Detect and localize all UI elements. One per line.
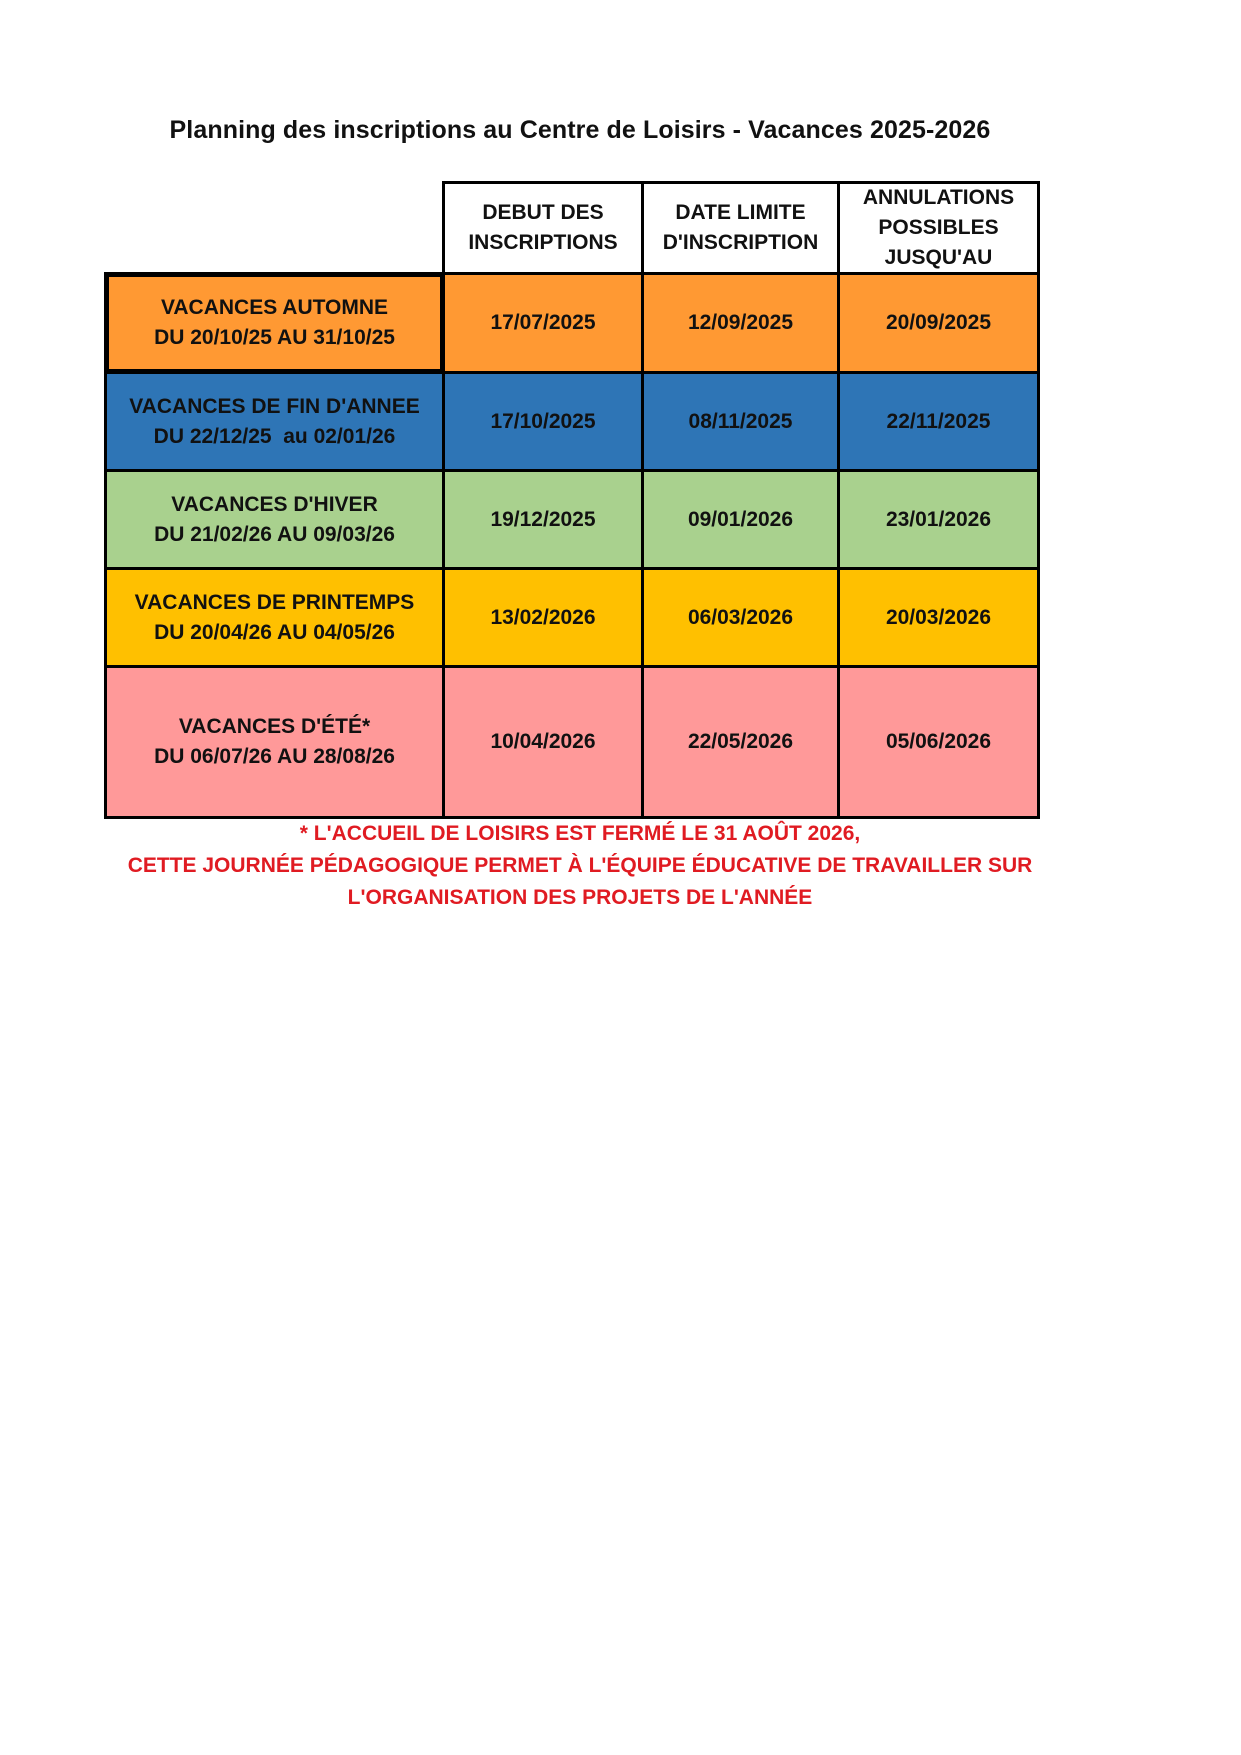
period-name: VACANCES D'HIVER xyxy=(171,492,378,516)
period-name: VACANCES D'ÉTÉ* xyxy=(178,715,371,738)
debut-date-cell: 13/02/2026 xyxy=(442,567,644,668)
period-dates: DU 20/04/26 AU 04/05/26 xyxy=(154,620,395,644)
limite-date-cell: 09/01/2026 xyxy=(641,469,840,570)
limite-date-cell: 06/03/2026 xyxy=(641,567,840,668)
period-cell xyxy=(104,665,445,819)
period-cell xyxy=(104,371,445,472)
annulation-date-cell: 20/09/2025 xyxy=(837,272,1040,374)
header-date-limite xyxy=(641,181,840,275)
annulation-date-cell: 22/11/2025 xyxy=(837,371,1040,472)
header-annulations-line1: ANNULATIONS xyxy=(862,186,1015,209)
debut-date-cell: 17/07/2025 xyxy=(442,272,644,374)
header-debut-inscriptions xyxy=(442,181,644,275)
period-dates: DU 21/02/26 AU 09/03/26 xyxy=(154,522,395,546)
debut-date-cell: 19/12/2025 xyxy=(442,469,644,570)
period-name: VACANCES DE PRINTEMPS xyxy=(134,590,415,614)
limite-date-cell: 22/05/2026 xyxy=(641,665,840,819)
header-annulations-line3: JUSQU'AU xyxy=(884,246,993,269)
header-debut-line2: INSCRIPTIONS xyxy=(468,231,618,254)
debut-date-cell: 10/04/2026 xyxy=(442,665,644,819)
header-debut-line1: DEBUT DES xyxy=(482,201,604,224)
header-annulations xyxy=(837,181,1040,275)
page-title: Planning des inscriptions au Centre de Loisirs - Vacances 2025-2026 xyxy=(169,116,991,144)
limite-date-cell: 12/09/2025 xyxy=(641,272,840,374)
annulation-date-cell: 23/01/2026 xyxy=(837,469,1040,570)
period-name: VACANCES DE FIN D'ANNEE xyxy=(129,394,420,418)
header-annulations-line2: POSSIBLES xyxy=(878,216,999,239)
period-cell xyxy=(104,272,445,374)
period-cell xyxy=(104,469,445,570)
annulation-date-cell: 20/03/2026 xyxy=(837,567,1040,668)
header-limite-line2: D'INSCRIPTION xyxy=(662,231,819,254)
limite-date-cell: 08/11/2025 xyxy=(641,371,840,472)
period-name: VACANCES AUTOMNE xyxy=(160,296,389,319)
annulation-date-cell: 05/06/2026 xyxy=(837,665,1040,819)
period-dates: DU 22/12/25 au 02/01/26 xyxy=(153,424,396,448)
period-dates: DU 20/10/25 AU 31/10/25 xyxy=(154,326,395,349)
debut-date-cell: 17/10/2025 xyxy=(442,371,644,472)
period-dates: DU 06/07/26 AU 28/08/26 xyxy=(154,745,395,768)
footnote-line-3: L'ORGANISATION DES PROJETS DE L'ANNÉE xyxy=(347,886,813,909)
period-cell xyxy=(104,567,445,668)
footnote-line-1: * L'ACCUEIL DE LOISIRS EST FERMÉ LE 31 AOÛT 2026, xyxy=(299,822,861,845)
footnote-line-2: CETTE JOURNÉE PÉDAGOGIQUE PERMET À L'ÉQUIPE ÉDUCATIVE DE TRAVAILLER SUR xyxy=(127,854,1033,877)
header-limite-line1: DATE LIMITE xyxy=(675,201,806,224)
